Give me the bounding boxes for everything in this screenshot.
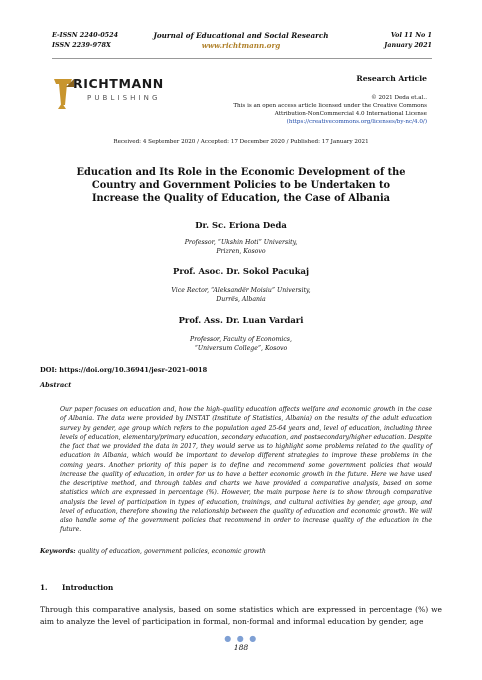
volume-block bbox=[384, 31, 432, 50]
section-heading bbox=[40, 583, 113, 592]
issue-date: January 2021 bbox=[384, 40, 432, 49]
affiliation-line: Prizren, Kosovo bbox=[216, 248, 266, 255]
copyright: © 2021 Deda et.al.. bbox=[371, 95, 427, 101]
author-affiliation bbox=[0, 238, 482, 256]
license-block bbox=[233, 94, 427, 126]
article-dates: Received: 4 September 2020 / Accepted: 17 December 2020 / Published: 17 January 2021 bbox=[113, 139, 369, 145]
section-title: Introduction bbox=[62, 583, 114, 592]
affiliation-line: Professor, Faculty of Economics, bbox=[190, 336, 292, 343]
journal-title: Journal of Educational and Social Research bbox=[153, 31, 329, 40]
author-affiliation bbox=[0, 286, 482, 304]
journal-url[interactable]: www.richtmann.org bbox=[201, 41, 281, 50]
keywords-list: quality of education, government policies, economic growth bbox=[77, 548, 266, 555]
affiliation-line: Professor, “Ukshin Hoti” University, bbox=[184, 239, 298, 246]
issn: ISSN 2239-978X bbox=[52, 40, 111, 49]
license-line: This is an open access article licensed under the Creative Commons bbox=[233, 103, 427, 110]
header-divider bbox=[52, 58, 432, 59]
author-name: Dr. Sc. Eriona Deda bbox=[195, 220, 287, 230]
page-dots-icon: ● ● ● bbox=[224, 634, 258, 643]
paper-title bbox=[40, 166, 442, 206]
affiliation-line: Vice Rector, “Aleksandër Moisiu” University, bbox=[171, 287, 311, 294]
volume: Vol 11 No 1 bbox=[390, 31, 432, 39]
title-line: Country and Government Policies to be Undertaken to bbox=[91, 180, 391, 192]
article-type: Research Article bbox=[356, 74, 427, 83]
title-line: Increase the Quality of Education, the Case of Albania bbox=[91, 193, 391, 205]
body-paragraph: Through this comparative analysis, based on some statistics which are expressed in percentage (%) we aim to analyze the level of participation in formal, non-formal and informal education by gender, age bbox=[40, 605, 442, 626]
section-number: 1. bbox=[40, 583, 48, 592]
author-affiliation bbox=[0, 335, 482, 353]
author-name: Prof. Asoc. Dr. Sokol Pacukaj bbox=[173, 266, 309, 276]
affiliation-line: Durrës, Albania bbox=[216, 296, 266, 303]
affiliation-line: “Universum College”, Kosovo bbox=[194, 345, 288, 352]
logo-name: RICHTMANN bbox=[73, 76, 164, 91]
doi-link[interactable]: DOI: https://doi.org/10.36941/jesr-2021-0018 bbox=[40, 366, 208, 374]
author-name: Prof. Ass. Dr. Luan Vardari bbox=[178, 315, 304, 325]
license-link[interactable]: (https://creativecommons.org/licenses/by-nc/4.0/) bbox=[286, 119, 427, 126]
logo-subtitle: PUBLISHING bbox=[87, 94, 161, 102]
page-number: 188 bbox=[233, 643, 249, 652]
eissn: E-ISSN 2240-0524 bbox=[52, 31, 119, 39]
abstract-heading: Abstract bbox=[40, 381, 72, 389]
license-name: Attribution-NonCommercial 4.0 International License bbox=[274, 111, 427, 118]
abstract-text: Our paper focuses on education and, how the high-quality education affects welfare and economic growth in the case of Albania. The data were provided by INSTAT (Institute of Statistics, Albania) on the results of the adult education survey by gender, age group which refers to the population aged 25-64 years and, level of education, including three levels of education, elementary/primary education, secondary education, and postsecondary/higher education. Despite the fact that we provided the data in 2017, they would serve us to highlight some problems related to the quality of education in Albania, which would be important to develop different strategies to improve these problems in the coming years. Another priority of this paper is to define and recommend some government policies that would increase the quality of education, in order for us to have a better economic growth in the future. Here we have used the descriptive method, and through tables and charts we have provided a comparative analysis, based on some statistics which are expressed in percentage (%). However, the main purpose here is to show through comparative analysis the level of participation in types of education, trainings, and cultural activities by gender, age group, and level of education, therefore showing the relationship between the quality of education and economic growth. We will also handle some of the government policies that recommend in order to increase quality of the education in the future. bbox=[60, 406, 432, 534]
keywords-label: Keywords: bbox=[40, 548, 76, 555]
keywords bbox=[40, 548, 266, 555]
title-line: Education and Its Role in the Economic Development of the bbox=[76, 167, 406, 178]
